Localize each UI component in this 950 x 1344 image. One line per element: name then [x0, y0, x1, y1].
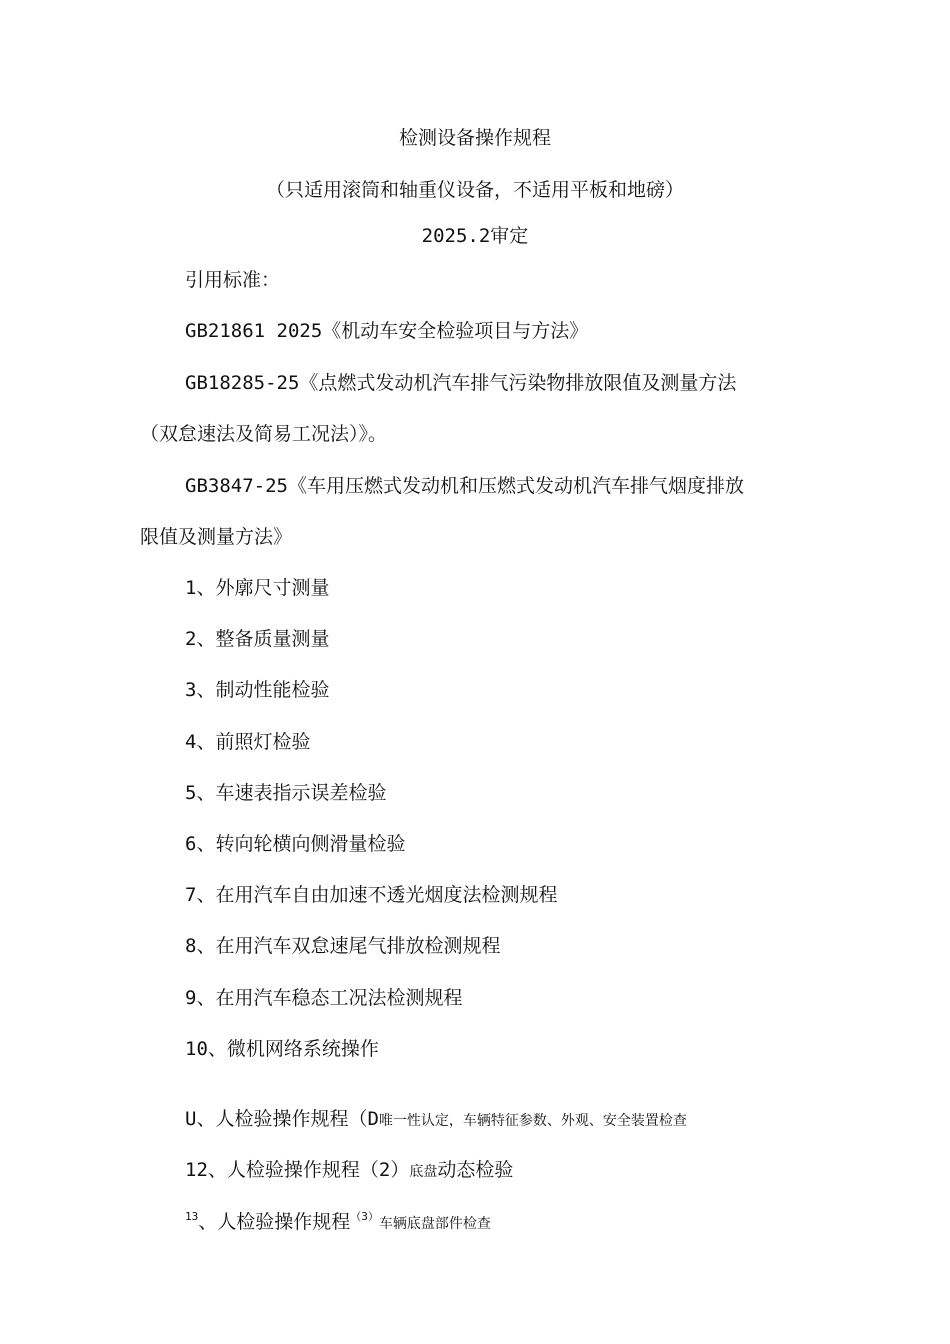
references-heading: 引用标准： [185, 269, 281, 291]
approval-date: 2025.2审定 [421, 225, 529, 247]
toc-item: 1、外廓尺寸测量 [185, 577, 330, 599]
document-title: 检测设备操作规程 [398, 127, 551, 149]
toc-item: 8、在用汽车双怠速尾气排放检测规程 [185, 935, 501, 957]
toc-item-12-main: 12、人检验操作规程（2） [185, 1159, 410, 1181]
toc-item: 7、在用汽车自由加速不透光烟度法检测规程 [185, 884, 558, 906]
toc-item-13-number: 13 [185, 1210, 199, 1223]
reference-item: GB18285-25《点燃式发动机汽车排气污染物排放限值及测量方法 [185, 372, 737, 394]
toc-item-12 [185, 1158, 513, 1184]
toc-item-11-detail: 唯一性认定，车辆特征参数、外观、安全装置检查 [378, 1113, 687, 1129]
toc-item-11-main: U、人检验操作规程（D [185, 1108, 379, 1130]
toc-item: 6、转向轮横向侧滑量检验 [185, 833, 406, 855]
reference-item-continuation: 限值及测量方法》 [140, 526, 293, 548]
toc-item-12-tail: 动态检验 [437, 1159, 514, 1181]
toc-item: 2、整备质量测量 [185, 628, 330, 650]
toc-item-11 [185, 1107, 687, 1133]
toc-item: 10、微机网络系统操作 [185, 1038, 379, 1060]
toc-item-13-sup: （3） [350, 1210, 379, 1223]
reference-item-continuation: （双怠速法及简易工况法）》。 [140, 423, 388, 445]
document-subtitle: （只适用滚筒和轴重仪设备，不适用平板和地磅） [265, 179, 684, 201]
reference-item: GB3847-25《车用压燃式发动机和压燃式发动机汽车排气烟度排放 [185, 475, 744, 497]
reference-item: GB21861 2025《机动车安全检验项目与方法》 [185, 320, 589, 342]
toc-item: 9、在用汽车稳态工况法检测规程 [185, 987, 463, 1009]
toc-item: 5、车速表指示误差检验 [185, 782, 387, 804]
toc-item: 3、制动性能检验 [185, 679, 330, 701]
toc-item-13-detail: 车辆底盘部件检查 [378, 1216, 491, 1232]
toc-item-12-detail: 底盘 [409, 1164, 438, 1180]
toc-item-13-main: 、人检验操作规程 [198, 1211, 351, 1233]
toc-item: 4、前照灯检验 [185, 731, 311, 753]
toc-item-13 [185, 1210, 491, 1237]
